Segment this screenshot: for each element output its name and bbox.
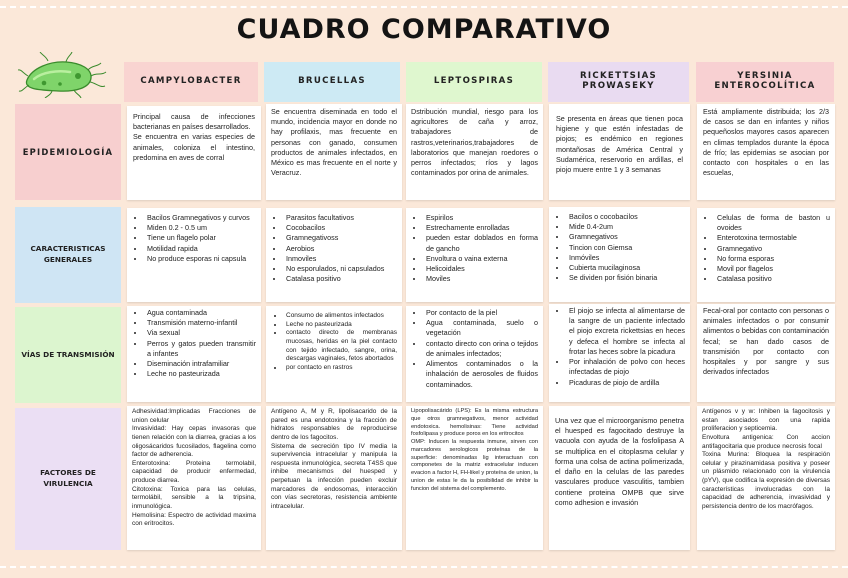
cell-via-brucellas (266, 306, 402, 402)
cell-fac-brucellas (266, 406, 402, 550)
list-item: • Leche no pasteurizada (284, 321, 397, 330)
cell-text: Principal causa de infecciones bacterianas en países desarrollados. (133, 112, 255, 132)
header-campylobacter: CAMPYLOBACTER (124, 62, 258, 102)
list-item: • Consumo de alimentos infectados (284, 312, 397, 321)
cell-text: Se presenta en áreas que tienen poca higiene y que estén infestadas de piojos; es endémico en regiones montañosas de América Central y Sudamérica, reservorio en ardillas, el piojo muere entre 1 y 3 semanas (556, 114, 683, 175)
cell-text: Está ampliamente distribuida; los 2/3 de casos se dan en infantes y niños pequeñoslos mayores casos aparecen en climas templados durante la época de frío; las epidemias se asocian por contacto con hospitales o en las escuelas, (703, 107, 829, 178)
list-item: • No produce esporas ni capsula (145, 254, 256, 264)
list-item: • por contacto en rastros (284, 364, 397, 373)
row-label-factores: FACTORES DE VIRULENCIA (15, 408, 121, 550)
list-item: • Miden 0.2 - 0.5 um (145, 223, 256, 233)
cell-fac-rickettsias (549, 406, 690, 550)
list-item: • Gramnegativos (567, 232, 685, 242)
list-item: • contacto directo de membranas mucosas, heridas en la piel contacto con tejido infectado, sangre, orina, descargas vaginales, fetos abortados (284, 329, 397, 364)
page-title: CUADRO COMPARATIVO (236, 14, 612, 45)
cell-via-campylobacter (127, 306, 261, 402)
cell-epi-brucellas (266, 104, 402, 200)
cell-text: Enterotoxina: Proteina termolabil, capacidad de producir enfermedad, produce diarrea. (132, 459, 256, 485)
list-item: • Alimentos contaminados o la inhalación de aerosoles de fluidos contaminados. (424, 359, 538, 390)
row-label-vias: VÍAS DE TRANSMISIÓN (15, 307, 121, 403)
row-label-caracteristicas: CARACTERISTICAS GENERALES (15, 207, 121, 303)
cell-fac-leptospiras (406, 406, 543, 550)
list-item: • Tiene un flagelo polar (145, 233, 256, 243)
cell-epi-campylobacter (127, 106, 261, 200)
list-item: • Enterotoxina termostable (715, 233, 830, 243)
list-item: • Se dividen por fisión binaria (567, 273, 685, 283)
cell-text: Sistema de secreción tipo IV media la supervivencia intracelular y manipula la respuesta inmunológica, secreta T4SS que inhibe mecanismos del huesped y perpetuan la infección pueden excluir marcadores de endosomas, interacción con vías secretoras, resistencia ambiente intracelular. (271, 442, 397, 511)
cell-text: Lipopolisacárido (LPS): Es la misma estructura que otros gramnegativos, menor actividad endotoxica. hemolisinas: Tiene actividad fosfolipasa y produce poros en los eritrocitos (411, 408, 538, 438)
list-item: • Movil por flagelos (715, 264, 830, 274)
list-item: • Catalasa positivo (284, 274, 397, 284)
cell-car-rickettsias (549, 207, 690, 302)
cell-via-leptospiras (406, 306, 543, 402)
cell-text: Una vez que el microorganismo penetra el huesped es fagocitado destruye la vacuola con ayuda de la fosfolipasa A se multiplica en el citoplasma celular y forma una colsa de actina polimerizada, el daño en la celulas de las paredes vasculares produce vasculitis, tambien contiene proteina OMPB que sirve como adhesion e invasión (555, 416, 684, 507)
cell-text: Dstribución mundial, riesgo para los agricultores de caña y arroz, trabajadores de rastros,veterinarios,trabajadores de laboratorios que manejan roedores o perros infectados; ríos y lagos contaminados por orina de animales. (411, 107, 538, 178)
cell-text: Envoltura antigenica: Con accion antifagocitaria que produce necrosis focal (702, 433, 830, 450)
list-item: • Catalasa positivo (715, 274, 830, 284)
cell-car-leptospiras (406, 208, 543, 302)
list-item: • Celulas de forma de baston u ovoides (715, 213, 830, 233)
cell-epi-yersinia (697, 104, 835, 200)
top-dashed-border (0, 6, 848, 8)
cell-text: Toxina Murina: Bloquea la respiración celular y pirazinamidasa positiva y poseer un plásmido relacionado con la virulencia (pYV), que codifica la expresión de diversas características involucradas con la capacidad de adherencia, invasividad y persistencia dentro de los macrófagos. (702, 451, 830, 511)
cell-text: Se encuentra diseminada en todo el mundo, incidencia mayor en donde no hay profilaxis, mas frecuente en personas con ganado, consumen productos de animales infectados, en México es mas frecuente en el norte y Veracruz. (271, 107, 397, 178)
cell-car-campylobacter (127, 208, 261, 302)
list-item: • Cocobacilos (284, 223, 397, 233)
cell-epi-leptospiras (406, 104, 543, 200)
list-item: • El piojo se infecta al alimentarse de la sangre de un paciente infectado el piojo excreta rickettsias en heces y defeca el hombre se infecta al frotar las heces sobre la picadura (567, 306, 685, 357)
list-item: • Picaduras de piojo de ardilla (567, 378, 685, 388)
list-item: • No forma esporas (715, 254, 830, 264)
list-item: • Motilidad rapida (145, 244, 256, 254)
cell-car-brucellas (266, 208, 402, 302)
list-item: • Aerobios (284, 244, 397, 254)
cell-fac-yersinia (697, 406, 835, 550)
cell-text: Adhesividad:Implicadas Fracciones de union celular (132, 408, 256, 424)
bacteria-icon (18, 52, 108, 98)
list-item: • Inmoviles (284, 254, 397, 264)
cell-text: Antígenos v y w: Inhiben la fagocitosis y estan asociados con una rapida proliferacion y septicemia. (702, 408, 830, 433)
list-item: • pueden estar doblados en forma de gancho (424, 233, 538, 253)
list-item: • Envoltura o vaina externa (424, 254, 538, 264)
cell-text: Citotoxina: Toxica para las celulas, termolábil, sensible a la tripsina, inmunológica. (132, 485, 256, 511)
cell-text: Hemolisina: Espectro de actividad maxima con eritrocitos. (132, 511, 256, 528)
list-item: • Agua contaminada (145, 308, 256, 318)
cell-via-rickettsias (549, 304, 690, 402)
cell-epi-rickettsias (549, 104, 690, 200)
cell-car-yersinia (697, 208, 835, 302)
header-rickettsias: RICKETTSIAS PROWASEKY (548, 62, 689, 102)
list-item: • Inmóviles (567, 253, 685, 263)
list-item: • Cubierta mucilaginosa (567, 263, 685, 273)
header-brucellas: BRUCELLAS (264, 62, 400, 102)
bottom-dashed-border (0, 566, 848, 568)
list-item: • Moviles (424, 274, 538, 284)
list-item: • Tincion con Giemsa (567, 243, 685, 253)
list-item: • No esporulados, ni capsulados (284, 264, 397, 274)
list-item: • Agua contaminada, suelo o vegetación (424, 318, 538, 338)
list-item: • Perros y gatos pueden transmitir a infantes (145, 339, 256, 359)
cell-text: Antígeno A, M y R, lipolisacarido de la pared es una endotoxina y la fracción de hidratos responsables de reproducirse dentro de los fagocitos. (271, 408, 397, 441)
list-item: • Transmisión materno-infantil (145, 318, 256, 328)
list-item: • Espirilos (424, 213, 538, 223)
list-item: • Via sexual (145, 328, 256, 338)
list-item: • Por inhalación de polvo con heces infectadas de piojo (567, 357, 685, 377)
cell-text: Se encuentra en varias especies de animales, coloniza el intestino, predomina en aves de corral (133, 132, 255, 162)
cell-text: Fecal-oral por contacto con personas o animales infectados o por consumir alimentos o bebidas con contaminación fecal; se han dado casos de transmisión por contacto con hospitales y por sangre y sus derivados infectados (703, 306, 829, 377)
header-leptospiras: LEPTOSPIRAS (406, 62, 542, 102)
list-item: • Helicoidales (424, 264, 538, 274)
list-item: • Bacilos o cocobacilos (567, 212, 685, 222)
header-yersinia: YERSINIA ENTEROCOLÍTICA (696, 62, 834, 102)
row-label-epidemiologia: EPIDEMIOLOGÍA (15, 104, 121, 200)
list-item: • Leche no pasteurizada (145, 369, 256, 379)
list-item: • Bacilos Gramnegativos y curvos (145, 213, 256, 223)
list-item: • Estrechamente enrolladas (424, 223, 538, 233)
cell-text: Invasividad: Hay cepas invasoras que tienen relación con la diarrea, gracias a los oligosácaridos fucosilados, flagelina como factor de adherencia. (132, 425, 256, 459)
cell-via-yersinia (697, 304, 835, 402)
list-item: • contacto directo con orina o tejidos de animales infectados; (424, 339, 538, 359)
cell-text: OMP: Inducen la respuesta inmune, sirven con marcadores serologicos proteínas de la superficie: denominadas lig interactuan con componetes de la matriz extracelular inducen evacion a factor H, FH-likel y proteína de union, la union de estas le da la posibilidad de inhibir la funcion del sistema del complemento. (411, 439, 538, 492)
list-item: • Mide 0.4-2um (567, 222, 685, 232)
list-item: • Por contacto de la piel (424, 308, 538, 318)
list-item: • Diseminación intrafamiliar (145, 359, 256, 369)
list-item: • Gramnegativoss (284, 233, 397, 243)
list-item: • Gramnegativo (715, 244, 830, 254)
list-item: • Parasitos facultativos (284, 213, 397, 223)
cell-fac-campylobacter (127, 406, 261, 550)
